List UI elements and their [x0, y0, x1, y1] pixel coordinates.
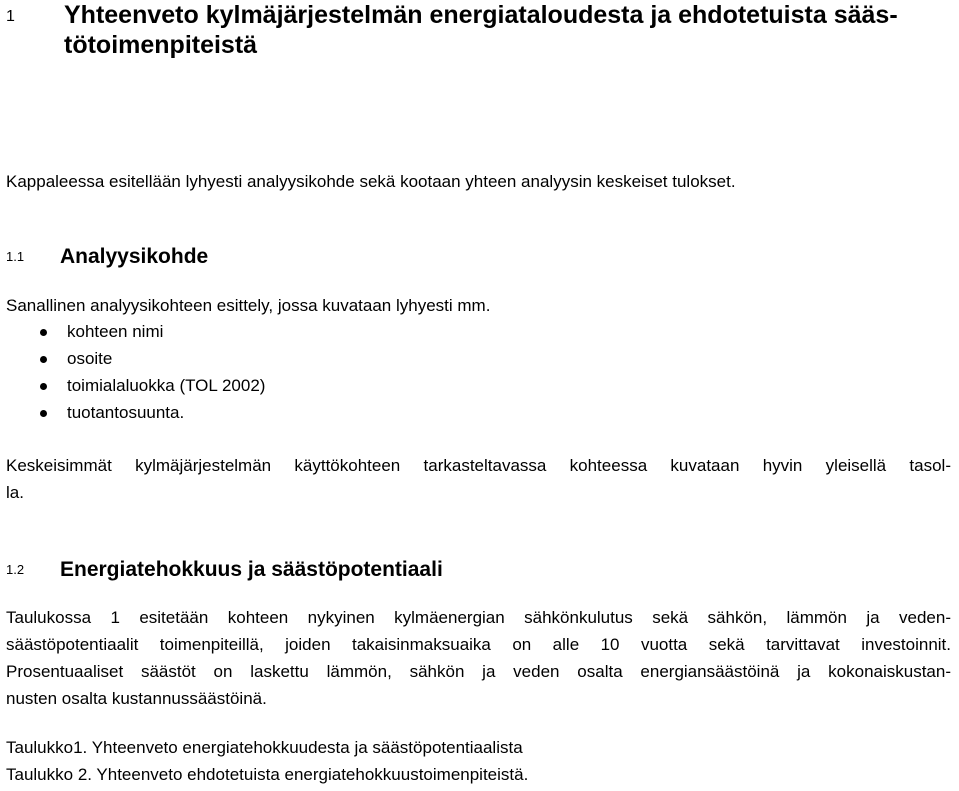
section2-paragraph-line-3: Prosentuaaliset säästöt on laskettu lämmön, sähkön ja veden osalta energiansäästöinä ja kokonaiskustan- [6, 662, 951, 681]
list-item [40, 348, 265, 375]
section-number: 1.1 [6, 249, 25, 264]
main-heading-line-1: Yhteenveto kylmäjärjestelmän energiataloudesta ja ehdotetuista sääs- [64, 1, 898, 29]
table-caption-1: Taulukko1. Yhteenveto energiatehokkuudesta ja säästöpotentiaalista [6, 738, 523, 757]
bullet-icon [40, 356, 47, 363]
list-item-text: tuotantosuunta. [67, 403, 185, 422]
main-heading-number: 1 [6, 8, 15, 25]
list-item [40, 321, 265, 348]
section-number: 1.2 [6, 562, 25, 577]
bullet-list [40, 321, 265, 429]
section1-paragraph-2-line-1: Keskeisimmät kylmäjärjestelmän käyttökohteen tarkasteltavassa kohteessa kuvataan hyvin yleisellä tasol- [6, 456, 951, 475]
section2-paragraph-line-4: nusten osalta kustannussäästöinä. [6, 689, 267, 708]
bullet-icon [40, 329, 47, 336]
main-heading-line-2: tötoimenpiteistä [64, 31, 258, 59]
list-item [40, 402, 265, 429]
section-title: Analyysikohde [60, 245, 209, 268]
section2-paragraph-line-2: säästöpotentiaalit toimenpiteillä, joiden takaisinmaksuaika on alle 10 vuotta sekä tarvittavat investoinnit. [6, 635, 951, 654]
list-item-text: toimialaluokka (TOL 2002) [67, 376, 266, 395]
section1-paragraph: Sanallinen analyysikohteen esittely, jossa kuvataan lyhyesti mm. [6, 296, 491, 315]
list-item [40, 375, 265, 402]
section1-paragraph-2-line-2: la. [6, 483, 24, 502]
intro-paragraph: Kappaleessa esitellään lyhyesti analyysikohde sekä kootaan yhteen analyysin keskeiset tulokset. [6, 172, 736, 191]
list-item-text: osoite [67, 349, 113, 368]
table-caption-2: Taulukko 2. Yhteenveto ehdotetuista energiatehokkuustoimenpiteistä. [6, 765, 529, 784]
section-title: Energiatehokkuus ja säästöpotentiaali [60, 558, 443, 581]
list-item-text: kohteen nimi [67, 322, 164, 341]
bullet-icon [40, 410, 47, 417]
section2-paragraph-line-1: Taulukossa 1 esitetään kohteen nykyinen kylmäenergian sähkönkulutus sekä sähkön, lämmön ja veden- [6, 608, 951, 627]
bullet-icon [40, 383, 47, 390]
